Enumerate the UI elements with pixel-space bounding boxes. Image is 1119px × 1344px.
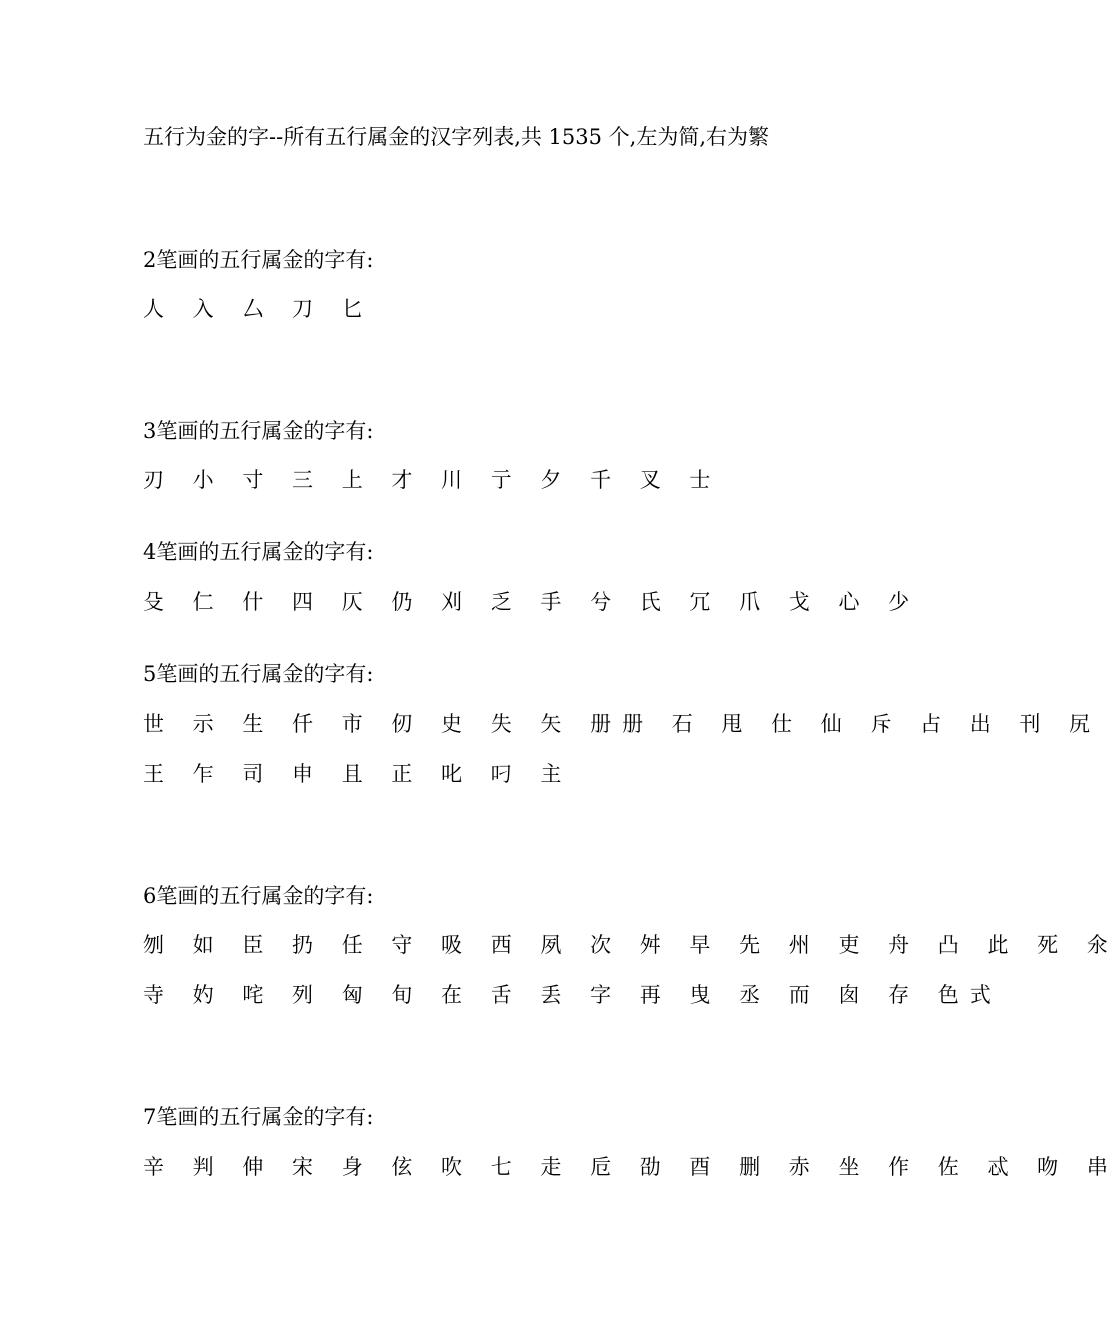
character-line: 寺 妁 咤 列 匈 旬 在 舌 丢 字 再 曳 丞 而 囱 存 色式 — [143, 983, 1002, 1007]
character-line: 人 入 厶 刀 匕 — [143, 297, 374, 321]
character-line: 刃 小 寸 三 上 才 川 亍 夕 千 叉 士 — [143, 468, 722, 492]
character-line: 殳 仁 什 四 仄 仍 刈 乏 手 兮 氏 冗 爪 戈 心 少 — [143, 590, 921, 614]
section-heading-6-strokes: 6笔画的五行属金的字有: — [143, 884, 374, 908]
character-line: 刎 如 臣 扔 任 守 吸 西 夙 次 舛 早 先 州 吏 舟 凸 此 死 氽 — [143, 933, 1119, 957]
character-line: 世 示 生 仟 市 仞 史 失 矢 册册 石 甩 仕 仙 斥 占 出 刊 尻 — [143, 712, 1102, 736]
character-line: 辛 判 伸 宋 身 伭 吹 七 走 卮 劭 酉 删 赤 坐 作 佐 忒 吻 串 — [143, 1155, 1119, 1179]
section-heading-5-strokes: 5笔画的五行属金的字有: — [143, 662, 374, 686]
section-heading-4-strokes: 4笔画的五行属金的字有: — [143, 540, 374, 564]
document-intro: 五行为金的字--所有五行属金的汉字列表,共 1535 个,左为简,右为繁 — [143, 125, 770, 149]
section-heading-7-strokes: 7笔画的五行属金的字有: — [143, 1105, 374, 1129]
section-heading-3-strokes: 3笔画的五行属金的字有: — [143, 419, 374, 443]
section-heading-2-strokes: 2笔画的五行属金的字有: — [143, 248, 374, 272]
character-line: 王 乍 司 申 且 正 叱 叼 主 — [143, 762, 573, 786]
